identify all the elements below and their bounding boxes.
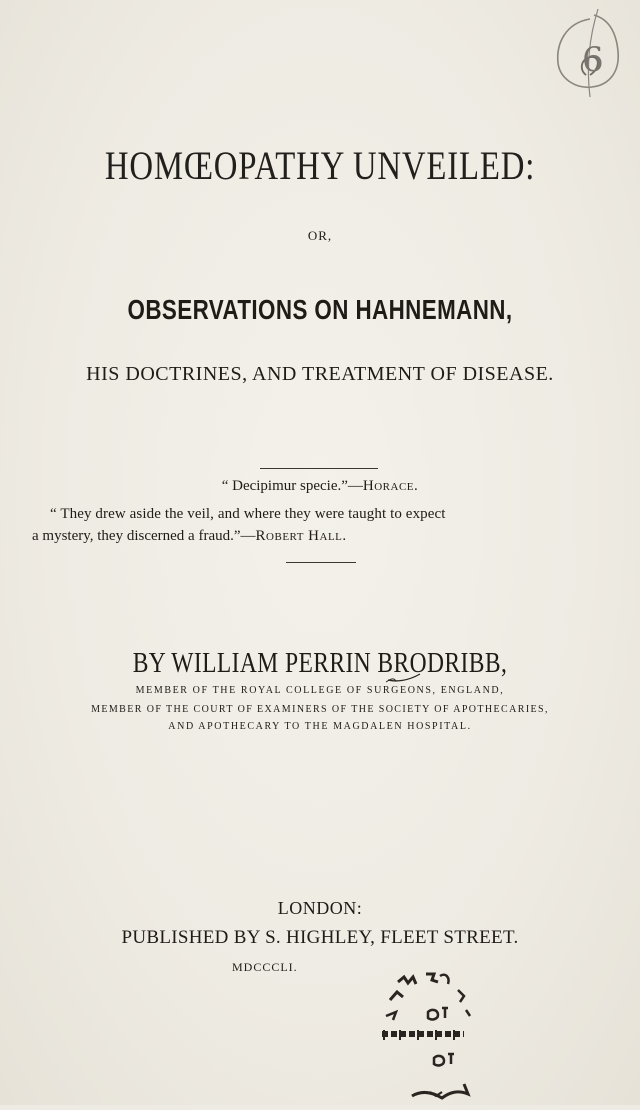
library-stamp [360,960,510,1110]
book-subtitle-continued: HIS DOCTRINES, AND TREATMENT OF DISEASE. [86,363,554,385]
ink-flourish [384,672,424,684]
imprint-place: LONDON: [277,898,363,918]
author-line: BY WILLIAM PERRIN BRODRIBB, [132,648,508,679]
epigraph-hall-author: Robert Hall. [255,528,347,544]
author-credential-3: AND APOTHECARY TO THE MAGDALEN HOSPITAL. [168,721,472,732]
epigraph-horace-author: Horace. [362,478,419,494]
title-conjunction: OR, [307,228,333,243]
book-title: HOMŒOPATHY UNVEILED: [104,143,536,188]
shelf-mark-number: 6 [582,40,604,80]
epigraph-hall-text: a mystery, they discerned a fraud.”— [32,528,256,544]
imprint-year: MDCCCLI. [232,960,298,974]
author-credential-2: MEMBER OF THE COURT OF EXAMINERS OF THE SOCIETY OF APOTHECARIES, [91,704,549,715]
author-credential-1: MEMBER OF THE ROYAL COLLEGE OF SURGEONS, ENGLAND, [135,685,505,696]
epigraph-horace [0,478,640,495]
pencil-shelf-mark [528,5,640,105]
divider-rule-top [260,468,378,469]
epigraph-horace-text: “ Decipimur specie.”— [221,478,363,494]
book-subtitle: OBSERVATIONS ON HAHNEMANN, [127,294,513,325]
imprint-publisher: PUBLISHED BY S. HIGHLEY, FLEET STREET. [121,927,519,948]
epigraph-hall-line2 [32,528,347,545]
divider-rule-bottom [286,562,356,563]
epigraph-hall-line1: “ They drew aside the veil, and where they were taught to expect [50,506,446,522]
